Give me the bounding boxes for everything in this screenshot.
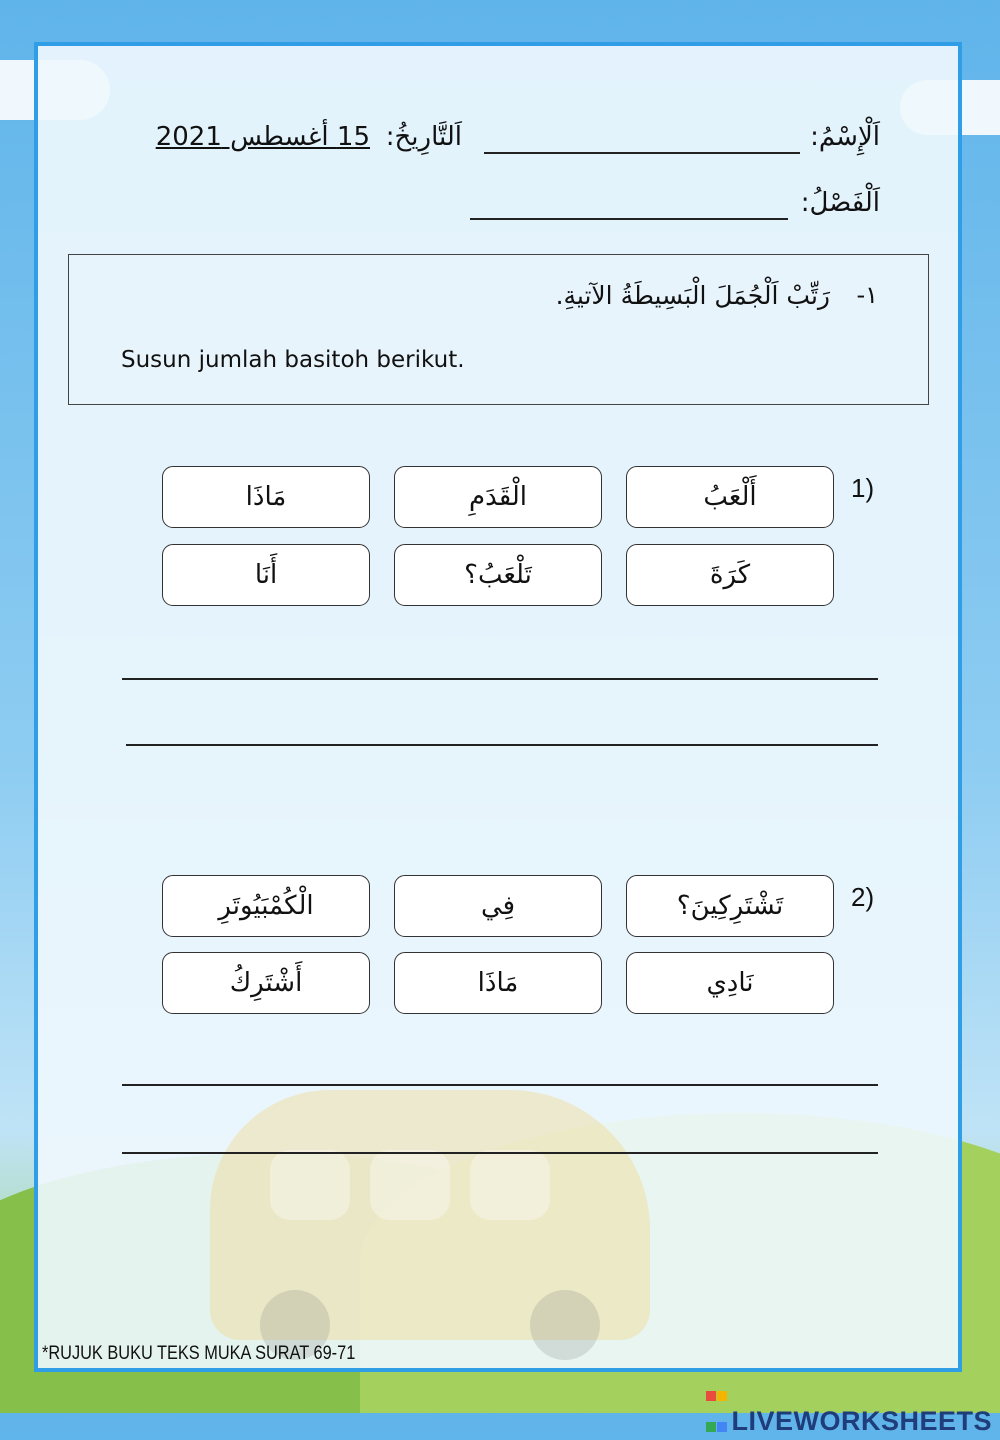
word-card[interactable]: أَنَا bbox=[162, 544, 370, 606]
word-card[interactable]: فِي bbox=[394, 875, 602, 937]
brand-text: LIVEWORKSHEETS bbox=[731, 1406, 992, 1436]
brand-mark-icon bbox=[706, 1378, 728, 1400]
question-1-number: 1) bbox=[851, 473, 875, 503]
instruction-number: ١- bbox=[856, 281, 878, 309]
word-card[interactable]: أَشْتَرِكُ bbox=[162, 952, 370, 1014]
word-card[interactable]: أَلْعَبُ bbox=[626, 466, 834, 528]
word-card[interactable]: تَلْعَبُ؟ bbox=[394, 544, 602, 606]
question-2-number: 2) bbox=[851, 882, 875, 912]
brand-logo bbox=[706, 1378, 992, 1437]
date-label: اَلتَّارِيخُ: bbox=[385, 122, 462, 152]
answer-line-2a[interactable] bbox=[122, 1084, 878, 1086]
class-field[interactable] bbox=[470, 218, 788, 220]
instruction-box bbox=[68, 254, 929, 405]
word-card[interactable]: كَرَةَ bbox=[626, 544, 834, 606]
answer-line-1a[interactable] bbox=[122, 678, 878, 680]
answer-line-1b[interactable] bbox=[126, 744, 878, 746]
footer-note: *RUJUK BUKU TEKS MUKA SURAT 69-71 bbox=[42, 1343, 356, 1364]
word-card[interactable]: نَادِي bbox=[626, 952, 834, 1014]
word-card[interactable]: مَاذَا bbox=[394, 952, 602, 1014]
word-card[interactable]: الْكُمْبَيُوتَرِ bbox=[162, 875, 370, 937]
word-card[interactable]: مَاذَا bbox=[162, 466, 370, 528]
word-card[interactable]: تَشْتَرِكِينَ؟ bbox=[626, 875, 834, 937]
instruction-malay: Susun jumlah basitoh berikut. bbox=[121, 347, 465, 373]
date-value: 15 أغسطس 2021 bbox=[155, 122, 370, 152]
word-card[interactable]: الْقَدَمِ bbox=[394, 466, 602, 528]
bus-illustration bbox=[210, 1090, 650, 1340]
answer-line-2b[interactable] bbox=[122, 1152, 878, 1154]
class-label: اَلْفَصْلُ: bbox=[800, 188, 880, 218]
name-label: اَلْإِسْمُ: bbox=[810, 122, 880, 152]
instruction-arabic: رَتِّبْ اَلْجُمَلَ الْبَسِيطَةُ الآتيةِ. bbox=[555, 281, 830, 310]
name-field[interactable] bbox=[484, 152, 800, 154]
